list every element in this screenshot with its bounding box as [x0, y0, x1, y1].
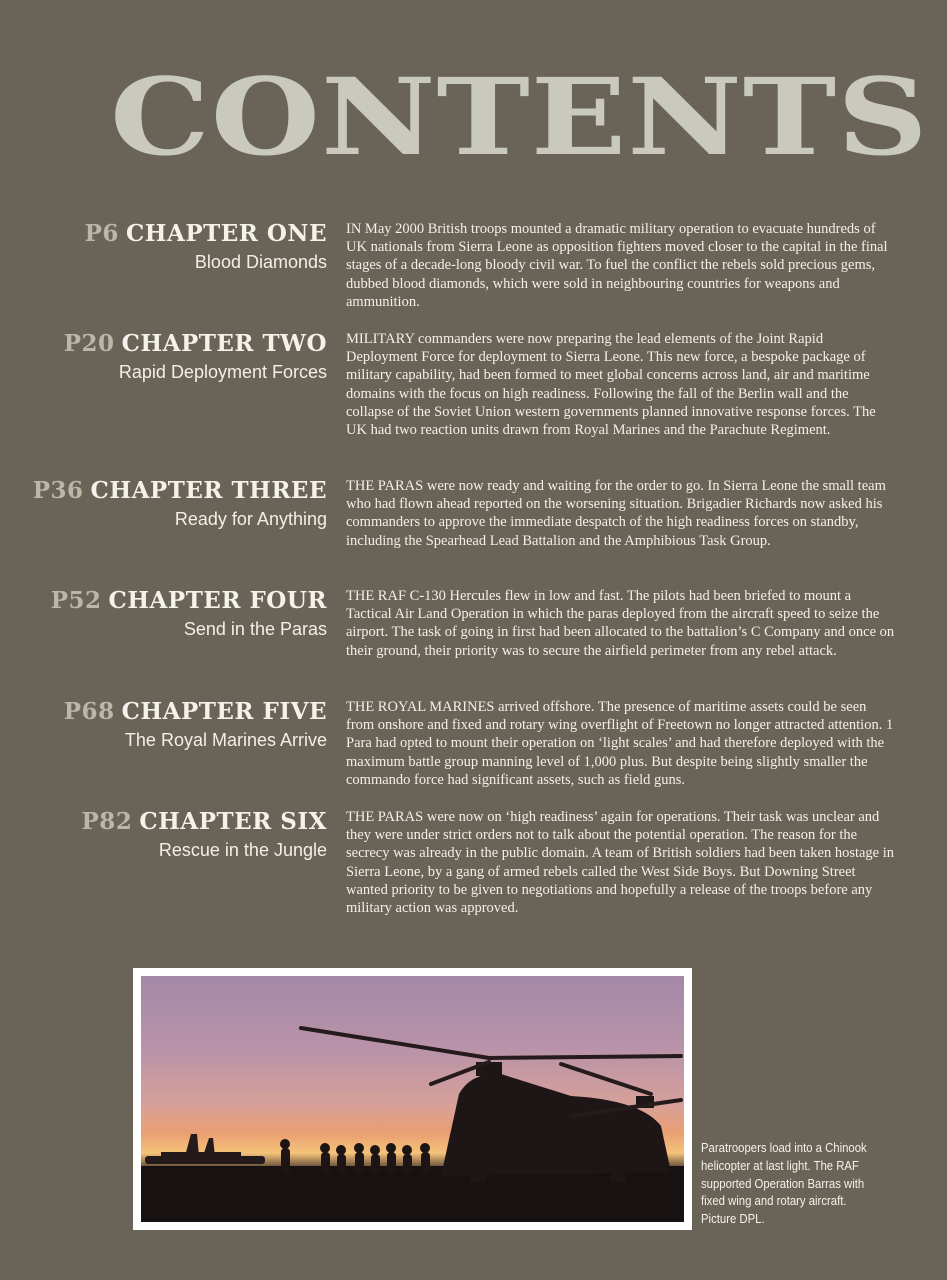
chapter-summary: MILITARY commanders were now preparing the lead elements of the Joint Rapid Deployment Force for deployment to Sierra Leone. This new force, a bespoke package of military capability, had been formed to meet global concerns across land, air and maritime domains with the focus on high readiness. Following the fall of the Berlin wall and the collapse of the Soviet Union western governments planned innovative response forces. The UK had two reaction units drawn from Royal Marines and the Parachute Regiment. [346, 331, 876, 439]
chapter-heading [7, 220, 327, 248]
chapter-summary: IN May 2000 British troops mounted a dramatic military operation to evacuate hundreds of UK nationals from Sierra Leone as opposition fighters moved closer to the capital in the final stages of a decade-long bloody civil war. To fuel the conflict the rebels sold precious gems, dubbed blood diamonds, which were sold in neighbouring countries for weapons and ammunition. [346, 221, 888, 310]
chapter-header [7, 477, 327, 530]
chapter-header [7, 330, 327, 383]
chinook-photo [141, 976, 684, 1222]
chapter-subtitle: Rapid Deployment Forces [118, 362, 327, 382]
chinook-silhouette-illustration [141, 976, 684, 1222]
chapter-header [7, 808, 327, 861]
chapter-summary: THE ROYAL MARINES arrived offshore. The presence of maritime assets could be seen from onshore and fixed and rotary wing overflight of Freetown no longer attracted attention. 1 Para had opted to mount their operation on ‘light scales’ and had therefore deployed with the maximum battle group manning level of 1,000 plus. But despite being slightly smaller the commando force had significant assets, such as field guns. [346, 699, 894, 788]
chapter-page-number: P82 [81, 808, 133, 835]
chapter-heading [7, 698, 327, 726]
chapter-header [7, 587, 327, 640]
chapter-summary: THE PARAS were now ready and waiting for the order to go. In Sierra Leone the small team who had flown ahead reported on the worsening situation. Brigadier Richards now asked his commanders to approve the immediate despatch of the high readiness forces on standby, including the Spearhead Lead Battalion and the Amphibious Task Group. [346, 478, 886, 549]
page-title: CONTENTS [110, 55, 929, 180]
chapter-title: CHAPTER FIVE [121, 698, 327, 725]
chapter-subtitle: Blood Diamonds [194, 252, 327, 272]
chapter-heading [7, 330, 327, 358]
chapter-heading [7, 808, 327, 836]
chapter-page-number: P68 [63, 698, 115, 725]
chapter-page-number: P20 [63, 330, 115, 357]
chapter-title: CHAPTER THREE [90, 477, 327, 504]
photo-frame [133, 968, 692, 1230]
chapter-heading [7, 477, 327, 505]
chapter-page-number: P6 [84, 220, 119, 247]
chapter-header [7, 220, 327, 273]
chapter-heading [7, 587, 327, 615]
chapter-title: CHAPTER FOUR [108, 587, 327, 614]
chapter-subtitle: Send in the Paras [183, 619, 327, 639]
chapter-page-number: P36 [32, 477, 84, 504]
chapter-subtitle: Ready for Anything [174, 509, 327, 529]
chapter-title: CHAPTER SIX [139, 808, 327, 835]
chapter-subtitle: Rescue in the Jungle [158, 840, 327, 860]
chapter-subtitle: The Royal Marines Arrive [124, 730, 327, 750]
chapter-summary: THE PARAS were now on ‘high readiness’ again for operations. Their task was unclear and they were under strict orders not to talk about the potential operation. The reason for the secrecy was already in the public domain. A team of British soldiers had been taken hostage in Sierra Leone, by a gang of armed rebels called the West Side Boys. But Downing Street wanted priority to be given to negotiations and hopefully a release of the troops before any military action was approved. [346, 809, 895, 917]
chapter-header [7, 698, 327, 751]
photo-caption: Paratroopers load into a Chinook helicopter at last light. The RAF supported Operation Barras with fixed wing and rotary aircraft. Picture DPL. [701, 1141, 867, 1227]
chapter-title: CHAPTER ONE [125, 220, 327, 247]
chapter-page-number: P52 [50, 587, 102, 614]
chapter-title: CHAPTER TWO [121, 330, 327, 357]
chapter-summary: THE RAF C-130 Hercules flew in low and fast. The pilots had been briefed to mount a Tactical Air Land Operation in which the paras deployed from the aircraft speed to seize the airport. The task of going in first had been allocated to the battalion’s C Company and once on their ground, their priority was to secure the airfield perimeter from any rebel attack. [346, 588, 895, 659]
